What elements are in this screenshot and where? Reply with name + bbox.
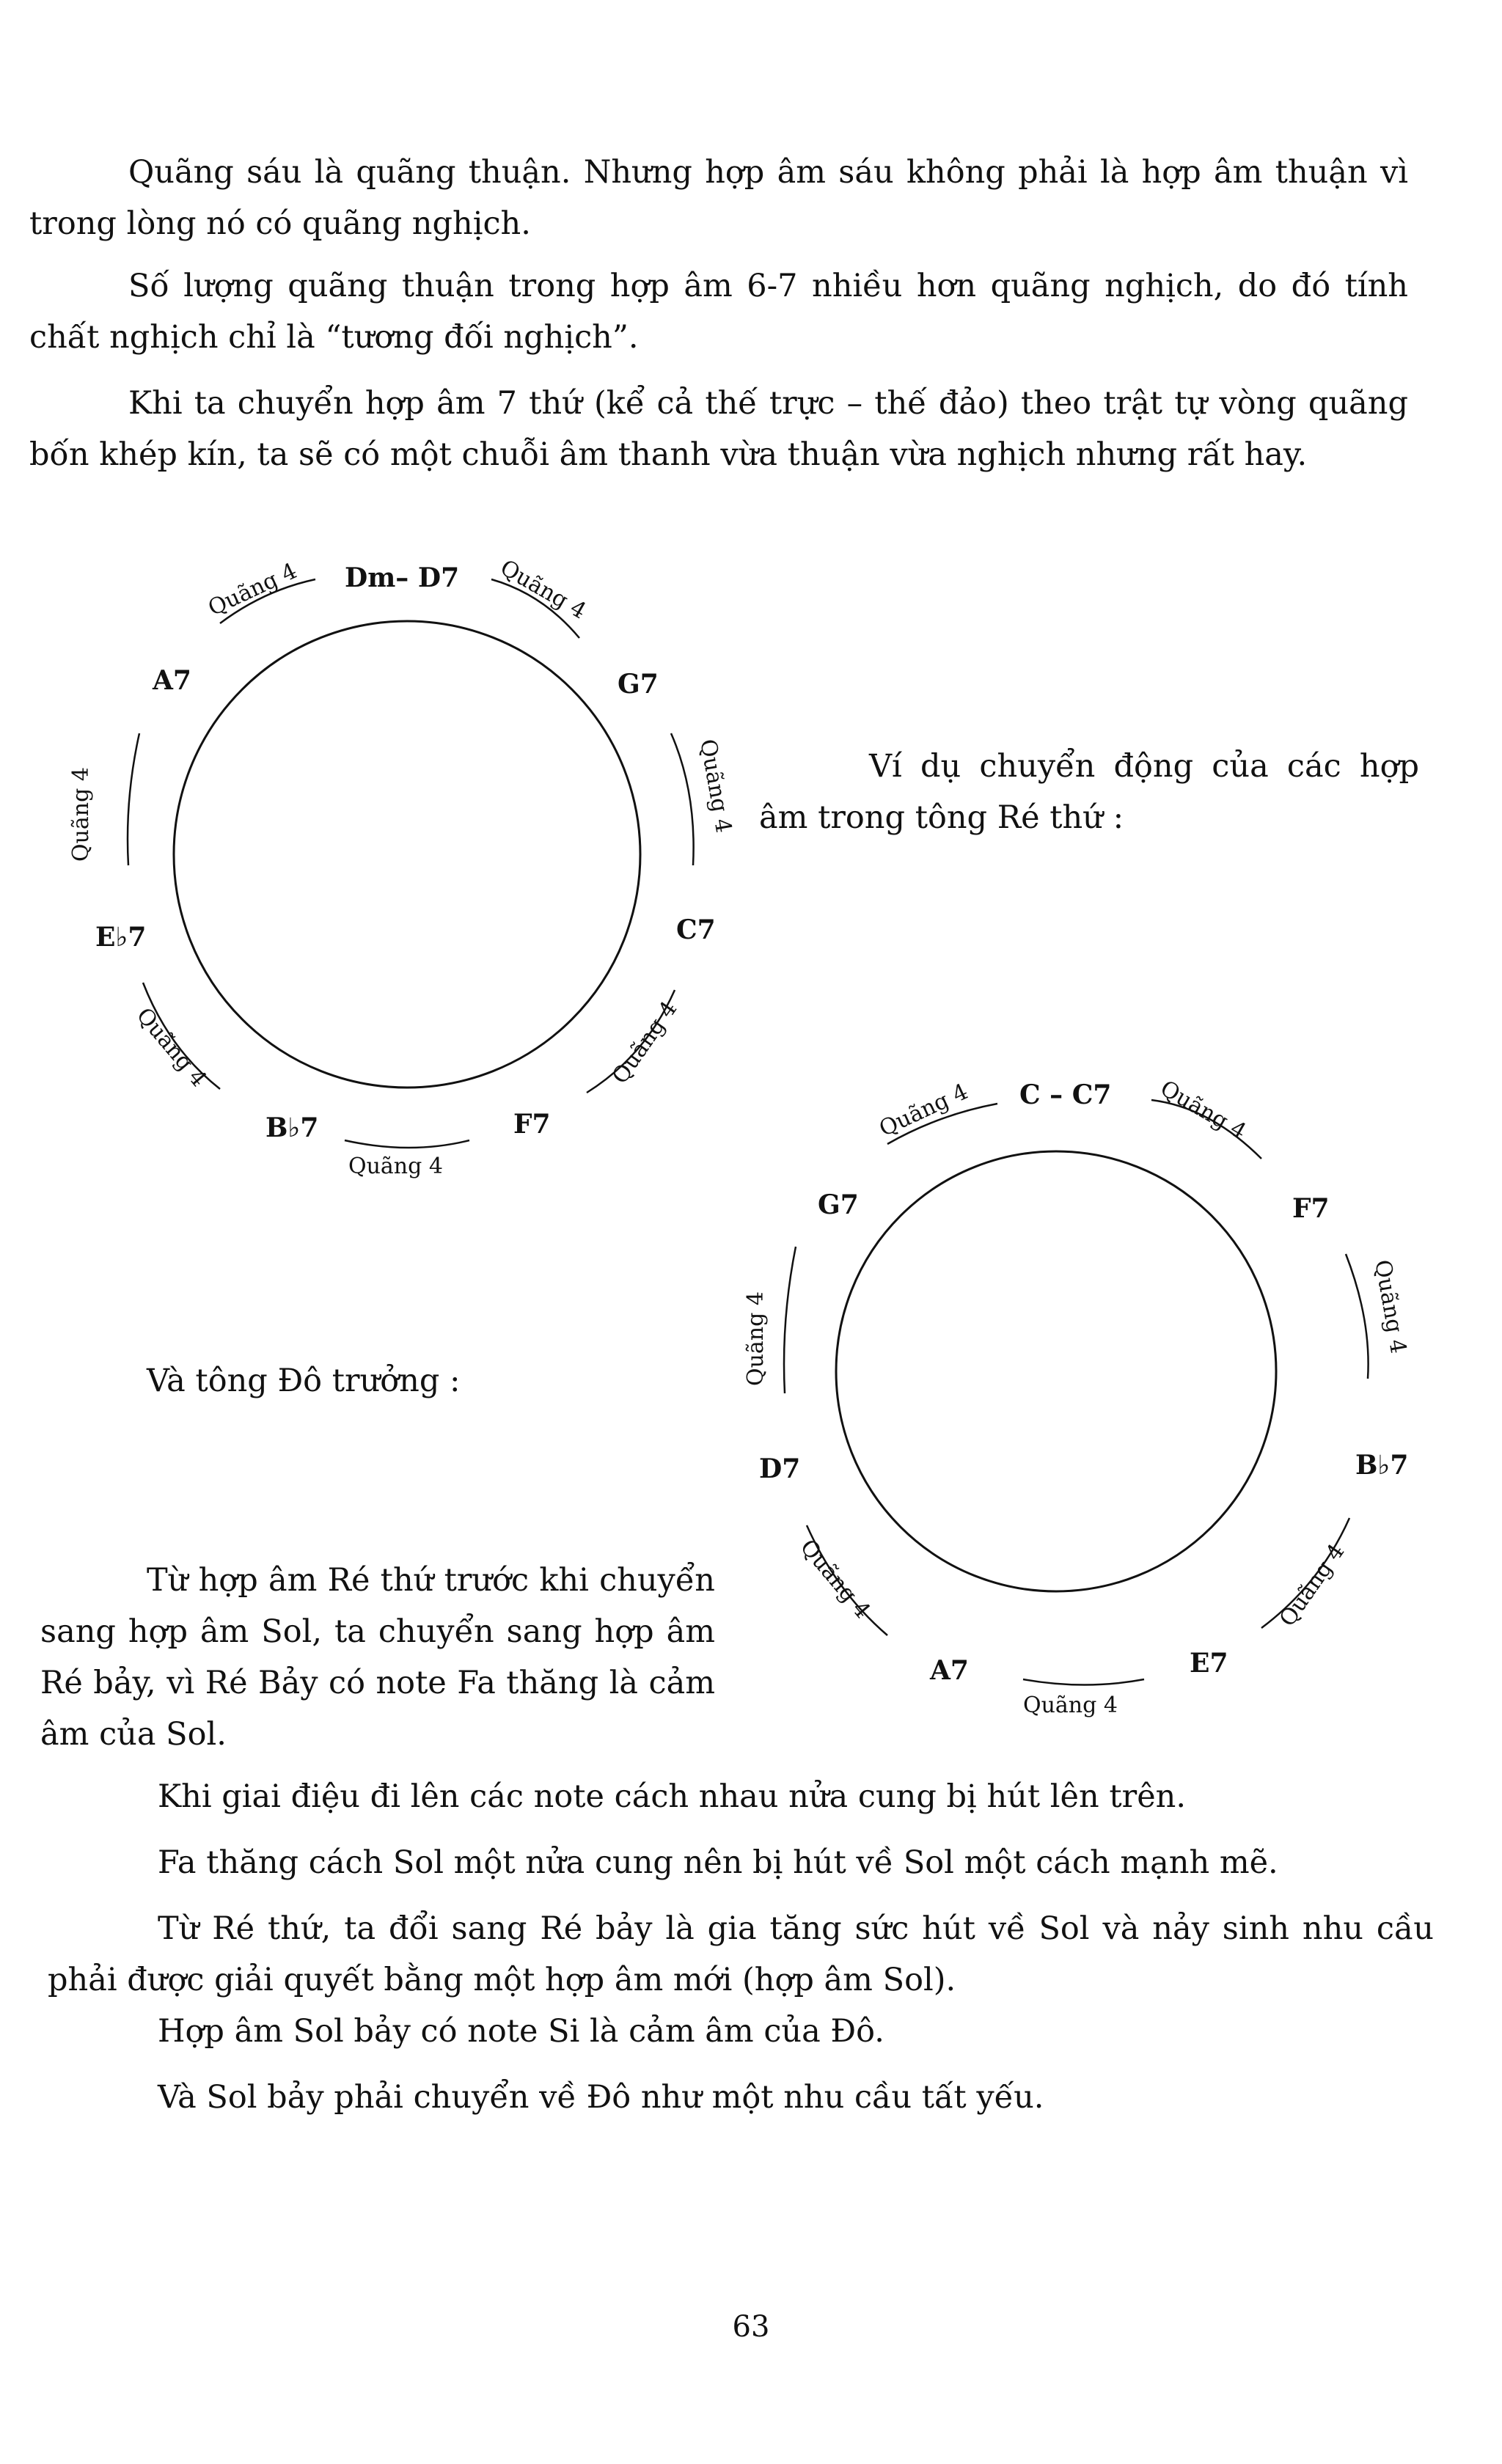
paragraph-6: Fa thăng cách Sol một nửa cung nên bị hút về Sol một cách mạnh mẽ. (158, 1844, 1278, 1881)
dminor-interval-label: Quãng 4 (496, 554, 591, 625)
cmajor-chord-f7: F7 (1292, 1193, 1330, 1224)
dminor-arrow-f7-bb7 (345, 1140, 469, 1148)
cmajor-ring (836, 1151, 1276, 1591)
dminor-interval-label: Quãng 4 (607, 996, 683, 1089)
dminor-arrow-eb7-a7 (128, 733, 139, 865)
cmajor-chord-a7: A7 (930, 1655, 969, 1686)
dminor-interval-label: Quãng 4 (348, 1154, 443, 1179)
dminor-chord-c7: C7 (676, 914, 716, 945)
cmajor-interval-label: Quãng 4 (1369, 1258, 1411, 1356)
paragraph-8: Hợp âm Sol bảy có note Si là cảm âm của Đô. (158, 2013, 884, 2050)
cmajor-chord-g7: G7 (818, 1189, 859, 1220)
paragraph-7: Từ Ré thứ, ta đổi sang Ré bảy là gia tăng sức hút về Sol và nảy sinh nhu cầu phải được giải quyết bằng một hợp âm mới (hợp âm Sol). (48, 1910, 1434, 1998)
cmajor-interval-label: Quãng 4 (1023, 1693, 1118, 1718)
dminor-chord-bb7: B♭7 (265, 1112, 319, 1143)
dminor-interval-label: Quãng 4 (131, 1002, 212, 1092)
paragraph-5: Khi giai điệu đi lên các note cách nhau nửa cung bị hút lên trên. (158, 1778, 1187, 1815)
dminor-interval-label: Quãng 4 (204, 558, 301, 622)
cmajor-interval-label: Quãng 4 (1156, 1075, 1251, 1145)
cmajor-interval-label: Quãng 4 (875, 1079, 972, 1143)
cmajor-chord-d7: D7 (759, 1453, 801, 1484)
cmajor-interval-label: Quãng 4 (743, 1291, 769, 1386)
example-dminor-caption: Ví dụ chuyển động của các hợp âm trong tông Ré thứ : (759, 748, 1419, 836)
dminor-interval-label: Quãng 4 (68, 767, 94, 862)
dminor-chord-eb7: E♭7 (95, 922, 147, 953)
cmajor-chord-bb7: B♭7 (1355, 1450, 1409, 1481)
dminor-chord-dm-d7: Dm– D7 (345, 562, 460, 593)
paragraph-3: Khi ta chuyển hợp âm 7 thứ (kể cả thế trực – thế đảo) theo trật tự vòng quãng bốn khép kín, ta sẽ có một chuỗi âm thanh vừa thuận vừa nghịch nhưng rất hay. (29, 385, 1408, 473)
cmajor-chord-e7: E7 (1190, 1648, 1228, 1679)
cmajor-interval-label: Quãng 4 (1274, 1539, 1350, 1632)
paragraph-4: Từ hợp âm Ré thứ trước khi chuyển sang hợp âm Sol, ta chuyển sang hợp âm Ré bảy, vì Ré Bảy có note Fa thăng là cảm âm của Sol. (40, 1562, 715, 1753)
cmajor-interval-label: Quãng 4 (794, 1534, 876, 1624)
paragraph-1: Quãng sáu là quãng thuận. Nhưng hợp âm sáu không phải là hợp âm thuận vì trong lòng nó có quãng nghịch. (29, 154, 1408, 242)
circle-of-fourths-dminor (68, 555, 736, 1179)
dminor-ring (174, 621, 640, 1088)
dminor-interval-label: Quãng 4 (695, 737, 736, 835)
dminor-chord-g7: G7 (618, 669, 659, 700)
circle-of-fourths-cmajor (743, 1076, 1411, 1718)
cmajor-chord-c-c7: C – C7 (1019, 1079, 1112, 1110)
dminor-chord-f7: F7 (513, 1109, 551, 1140)
cmajor-arrow-e7-a7 (1023, 1679, 1144, 1685)
paragraph-9: Và Sol bảy phải chuyển về Đô như một nhu cầu tất yếu. (158, 2079, 1044, 2116)
dminor-chord-a7: A7 (153, 665, 191, 696)
example-cmajor-caption: Và tông Đô trưởng : (147, 1363, 461, 1399)
dminor-arrow-g7-c7 (671, 733, 694, 865)
page-number: 63 (732, 2310, 770, 2344)
cmajor-arrow-d7-g7 (784, 1247, 796, 1393)
paragraph-2: Số lượng quãng thuận trong hợp âm 6-7 nhiều hơn quãng nghịch, do đó tính chất nghịch chỉ là “tương đối nghịch”. (29, 268, 1408, 356)
cmajor-arrow-f7-bb7 (1346, 1254, 1369, 1379)
